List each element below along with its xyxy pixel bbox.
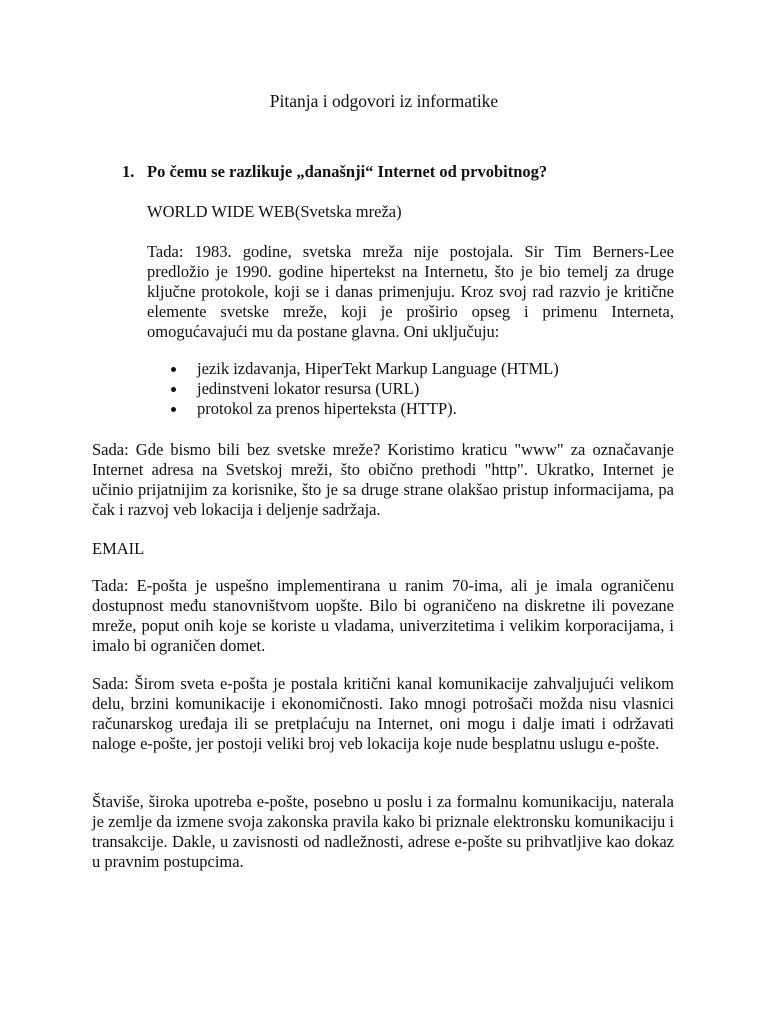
list-item-text: jedinstveni lokator resursa (URL)	[197, 379, 420, 398]
question-number: 1.	[122, 162, 135, 181]
list-item-text: protokol za prenos hiperteksta (HTTP).	[197, 399, 457, 418]
www-bullet-list	[147, 359, 559, 419]
email-tada-paragraph: Tada: E-pošta je uspešno implementirana u ranim 70-ima, ali je imala ograničenu dostupnost među stanovništvom uopšte. Bilo bi ograničeno na diskretne ili povezane mreže, poput onih koje se koriste u vladama, univerzitetima i velikim korporacijama, i imalo bi ograničen domet.	[92, 576, 674, 655]
question-heading	[122, 162, 547, 182]
bullet-icon	[171, 407, 176, 412]
www-section-heading: WORLD WIDE WEB(Svetska mreža)	[147, 202, 402, 221]
email-stavise-paragraph: Štaviše, široka upotreba e-pošte, posebno u poslu i za formalnu komunikaciju, naterala je zemlje da izmene svoja zakonska pravila kako bi priznale elektronsku komunikaciju i transakcije. Dakle, u zavisnosti od nadležnosti, adrese e-pošte su prihvatljive kao dokaz u pravnim postupcima.	[92, 792, 674, 871]
question-text: Po čemu se razlikuje „današnji“ Internet od prvobitnog?	[147, 162, 548, 181]
list-item	[147, 359, 559, 379]
www-tada-paragraph: Tada: 1983. godine, svetska mreža nije postojala. Sir Tim Berners-Lee predložio je 1990. godine hipertekst na Internetu, što je bio temelj za druge ključne protokole, koji se i danas primenjuju. Kroz svoj rad razvio je kritične elemente svetske mreže, koji je proširio opseg i primenu Interneta, omogućavajući mu da postane glavna. Oni uključuju:	[147, 242, 674, 341]
list-item	[147, 399, 559, 419]
www-sada-paragraph: Sada: Gde bismo bili bez svetske mreže? Koristimo kraticu "www" za označavanje Internet adresa na Svetskoj mreži, što obično prethodi "http". Ukratko, Internet je učinio prijatnijim za korisnike, što je sa druge strane olakšao pristup informacijama, pa čak i razvoj veb lokacija i deljenje sadržaja.	[92, 440, 674, 519]
bullet-icon	[171, 367, 176, 372]
document-title: Pitanja i odgovori iz informatike	[269, 91, 499, 111]
list-item	[147, 379, 559, 399]
list-item-text: jezik izdavanja, HiperTekt Markup Language (HTML)	[197, 359, 559, 378]
email-sada-paragraph: Sada: Širom sveta e-pošta je postala kritični kanal komunikacije zahvaljujući velikom delu, brzini komunikacije i ekonomičnosti. Iako mnogi potrošači možda nisu vlasnici računarskog uređaja ili se pretplaćuju na Internet, oni mogu i dalje imati i održavati naloge e-pošte, jer postoji veliki broj veb lokacija koje nude besplatnu uslugu e-pošte.	[92, 674, 674, 753]
email-section-heading: EMAIL	[92, 539, 145, 558]
bullet-icon	[171, 387, 176, 392]
